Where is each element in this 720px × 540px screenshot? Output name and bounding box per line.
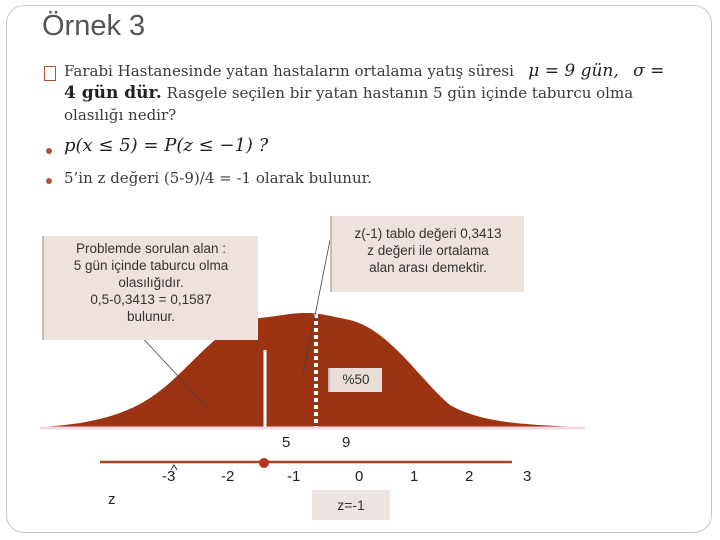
sigma-value: 4 gün dür. <box>64 83 162 103</box>
probability-expression: p(x ≤ 5) = P(z ≤ −1) ? <box>64 135 269 156</box>
z-tick-label: -1 <box>287 468 301 485</box>
callout-left-line: Problemde sorulan alan : <box>75 241 227 256</box>
slide-title: Örnek 3 <box>42 10 146 42</box>
z-tick-label: -3 <box>162 468 176 485</box>
sigma-expression: σ = <box>633 61 665 81</box>
x-value-label: 9 <box>342 434 351 451</box>
z-tick-label: -2 <box>221 468 235 485</box>
z-axis-label: z <box>108 491 116 508</box>
problem-text-b: Rasgele seçilen bir yatan hastanın 5 gün içinde taburcu olma olasılığı nedir? <box>64 84 634 124</box>
callout-question-area <box>42 236 258 340</box>
callout-right-line: alan arası demektir. <box>369 260 487 275</box>
callout-left-line: olasılığıdır. <box>118 275 184 290</box>
callout-right-line: z değeri ile ortalama <box>367 243 489 258</box>
z-tick-label: 2 <box>465 468 474 485</box>
problem-text-a: Farabi Hastanesinde yatan hastaların ortalama yatış süresi <box>64 62 514 80</box>
z-marker-label: z=-1 <box>312 490 390 520</box>
mu-expression: μ = 9 gün, <box>528 61 619 81</box>
callout-left-line: 5 gün içinde taburcu olma <box>73 258 229 273</box>
x-value-label: 5 <box>282 434 291 451</box>
percent-fifty-label: %50 <box>328 368 382 392</box>
z-tick-label: 0 <box>355 468 364 485</box>
callout-left-line: 0,5-0,3413 = 0,1587 <box>90 292 212 307</box>
z-minus-one-point <box>259 458 269 468</box>
z-tick-label: 3 <box>523 468 532 485</box>
callout-table-value <box>330 216 524 292</box>
callout-left-line: bulunur. <box>126 309 176 324</box>
z-tick-label: 1 <box>410 468 419 485</box>
z-value-statement: 5’in z değeri (5-9)/4 = -1 olarak bulunur. <box>64 169 372 187</box>
callout-right-line: z(-1) tablo değeri 0,3413 <box>354 226 502 241</box>
